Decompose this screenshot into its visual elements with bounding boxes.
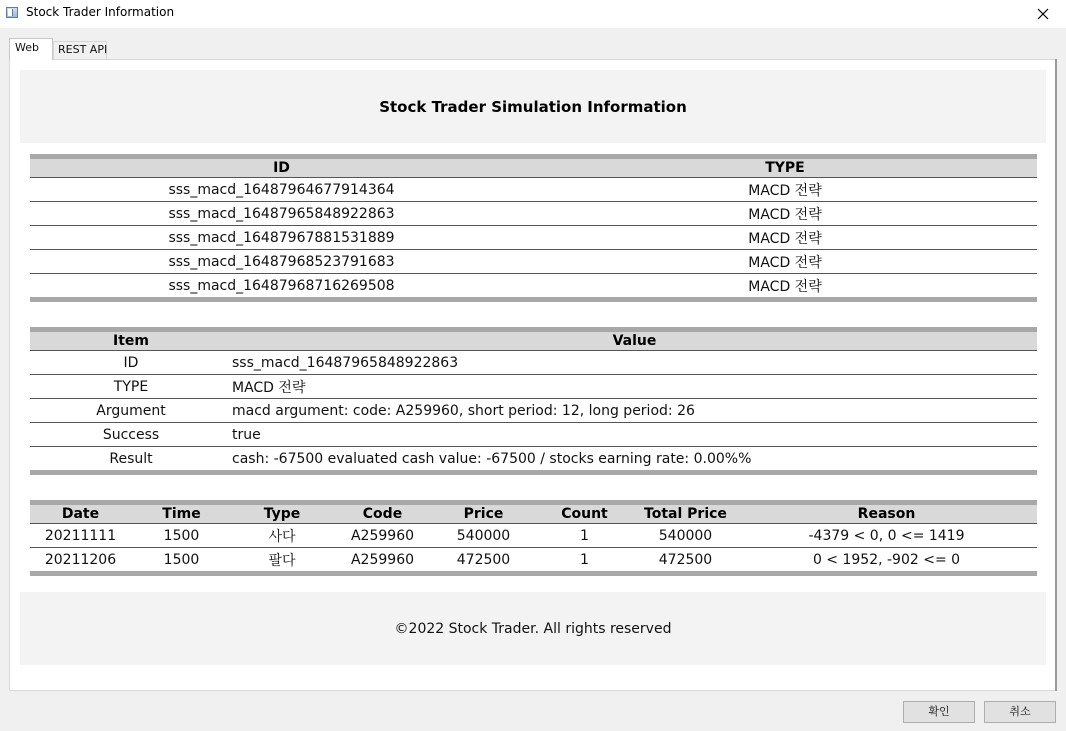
table-row	[30, 399, 1037, 423]
trade-time: 1500	[131, 524, 232, 548]
column-header-time: Time	[131, 503, 232, 524]
trade-reason: -4379 < 0, 0 <= 1419	[736, 524, 1037, 548]
trade-code: A259960	[332, 548, 433, 574]
trade-type: 팔다	[232, 548, 332, 574]
simulation-type: MACD 전략	[533, 250, 1037, 274]
column-header-date: Date	[30, 503, 131, 524]
trades-table	[30, 500, 1037, 576]
column-header-code: Code	[332, 503, 433, 524]
page-title: Stock Trader Simulation Information	[379, 97, 687, 116]
table-row	[30, 447, 1037, 473]
copyright-text: ©2022 Stock Trader. All rights reserved	[394, 620, 672, 637]
table-row	[30, 548, 1037, 574]
trade-date: 20211111	[30, 524, 131, 548]
table-row	[30, 524, 1037, 548]
table-row[interactable]	[30, 250, 1037, 274]
title-bar	[0, 0, 1066, 28]
column-header-type: TYPE	[533, 157, 1037, 178]
ok-button[interactable]: 확인	[903, 701, 975, 723]
detail-item: Success	[30, 423, 232, 447]
table-header-row	[30, 330, 1037, 351]
trade-code: A259960	[332, 524, 433, 548]
trade-type: 사다	[232, 524, 332, 548]
simulations-table	[30, 154, 1037, 302]
trade-reason: 0 < 1952, -902 <= 0	[736, 548, 1037, 574]
close-button[interactable]	[1020, 0, 1066, 28]
details-table	[30, 327, 1037, 475]
trade-date: 20211206	[30, 548, 131, 574]
page-footer	[20, 592, 1046, 665]
trade-count: 1	[534, 524, 635, 548]
column-header-count: Count	[534, 503, 635, 524]
trade-price: 472500	[433, 548, 534, 574]
column-header-type: Type	[232, 503, 332, 524]
detail-item: ID	[30, 351, 232, 375]
column-header-total-price: Total Price	[635, 503, 736, 524]
column-header-price: Price	[433, 503, 534, 524]
tab-web[interactable]: Web	[9, 38, 53, 60]
detail-item: Argument	[30, 399, 232, 423]
table-row	[30, 351, 1037, 375]
detail-value: cash: -67500 evaluated cash value: -67500 / stocks earning rate: 0.00%%	[232, 447, 1037, 473]
window-title: Stock Trader Information	[26, 5, 175, 19]
table-row[interactable]	[30, 274, 1037, 300]
simulation-id[interactable]: sss_macd_16487965848922863	[30, 202, 533, 226]
table-header-row	[30, 503, 1037, 524]
simulation-id[interactable]: sss_macd_16487964677914364	[30, 178, 533, 202]
table-header-row	[30, 157, 1037, 178]
trade-price: 540000	[433, 524, 534, 548]
table-row[interactable]	[30, 202, 1037, 226]
column-header-item: Item	[30, 330, 232, 351]
column-header-reason: Reason	[736, 503, 1037, 524]
trade-count: 1	[534, 548, 635, 574]
app-window-icon	[6, 7, 18, 18]
simulation-type: MACD 전략	[533, 202, 1037, 226]
table-row[interactable]	[30, 226, 1037, 250]
simulation-type: MACD 전략	[533, 226, 1037, 250]
column-header-value: Value	[232, 330, 1037, 351]
tab-rest-api[interactable]: REST API	[53, 41, 107, 59]
detail-value: macd argument: code: A259960, short period: 12, long period: 26	[232, 399, 1037, 423]
trade-total-price: 540000	[635, 524, 736, 548]
trade-total-price: 472500	[635, 548, 736, 574]
web-content-panel	[9, 59, 1056, 691]
simulation-id[interactable]: sss_macd_16487967881531889	[30, 226, 533, 250]
column-header-id: ID	[30, 157, 533, 178]
simulation-id[interactable]: sss_macd_16487968523791683	[30, 250, 533, 274]
simulation-type: MACD 전략	[533, 178, 1037, 202]
detail-value: sss_macd_16487965848922863	[232, 351, 1037, 375]
simulation-type: MACD 전략	[533, 274, 1037, 300]
cancel-button[interactable]: 취소	[984, 701, 1056, 723]
simulation-id[interactable]: sss_macd_16487968716269508	[30, 274, 533, 300]
trade-time: 1500	[131, 548, 232, 574]
detail-item: TYPE	[30, 375, 232, 399]
panel-border	[1055, 59, 1057, 691]
page-header	[20, 70, 1046, 143]
detail-value: true	[232, 423, 1037, 447]
table-row	[30, 423, 1037, 447]
table-row	[30, 375, 1037, 399]
close-icon	[1037, 8, 1049, 20]
detail-item: Result	[30, 447, 232, 473]
table-row[interactable]	[30, 178, 1037, 202]
detail-value: MACD 전략	[232, 375, 1037, 399]
